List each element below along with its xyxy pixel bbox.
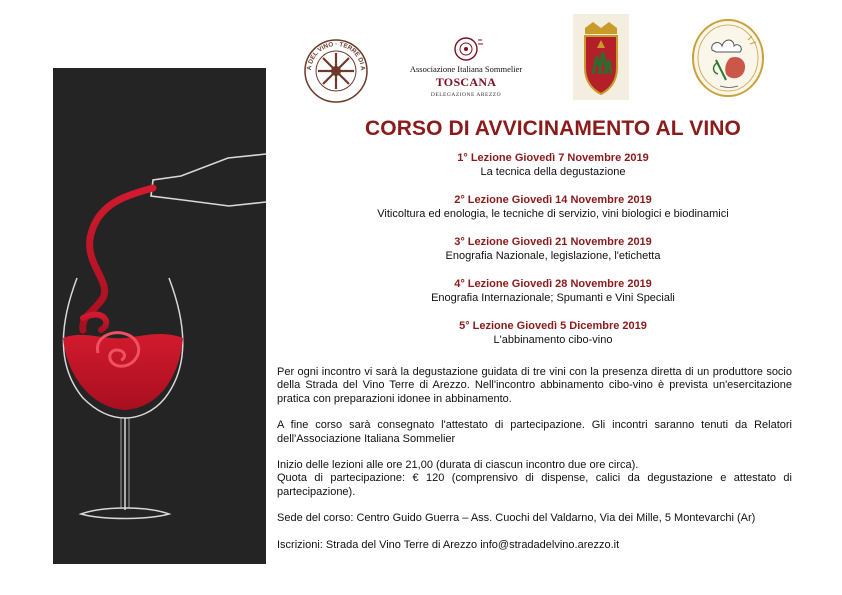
lesson-topic: La tecnica della degustazione <box>480 166 626 178</box>
list-item <box>270 151 836 179</box>
strada-del-vino-logo <box>303 38 369 104</box>
lesson-heading: 2° Lezione Giovedì 14 Novembre 2019 <box>454 194 652 206</box>
lesson-heading: 3° Lezione Giovedì 21 Novembre 2019 <box>454 236 652 248</box>
lesson-heading: 1° Lezione Giovedì 7 Novembre 2019 <box>457 152 649 164</box>
page-title: CORSO DI AVVICINAMENTO AL VINO <box>365 117 741 140</box>
cuochi-valdarno-logo <box>690 18 766 98</box>
list-item <box>270 193 836 221</box>
ais-name: Associazione Italiana Sommelier <box>409 64 523 74</box>
lesson-topic: Enografia Nazionale, legislazione, l'etichetta <box>445 250 661 262</box>
bottle-outline <box>151 154 266 206</box>
wine-stream <box>83 188 153 330</box>
lesson-heading: 5° Lezione Giovedì 5 Dicembre 2019 <box>459 320 647 332</box>
start-time: Inizio delle lezioni alle ore 21,00 (durata di ciascun incontro due ore circa). <box>277 459 639 472</box>
lesson-heading: 4° Lezione Giovedì 28 Novembre 2019 <box>454 278 652 290</box>
list-item <box>270 319 836 347</box>
lesson-topic: Viticoltura ed enologia, le tecniche di servizio, vini biologici e biodinamici <box>377 208 729 220</box>
list-item <box>270 277 836 305</box>
venue-info: Sede del corso: Centro Guido Guerra – Ass. Cuochi del Valdarno, Via dei Mille, 5 Montevarchi (Ar) <box>277 512 756 525</box>
lesson-topic: L'abbinamento cibo-vino <box>493 334 613 346</box>
ais-emblem-icon <box>448 36 484 62</box>
ais-delegation: DELEGAZIONE AREZZO <box>430 92 502 98</box>
certificate-note: A fine corso sarà consegnato l'attestato di partecipazione. Gli incontri saranno tenuti da Relatori dell'Associazione Italiana Sommelier <box>277 419 792 445</box>
wine-pour-image <box>53 68 266 564</box>
tasting-description: Per ogni incontro vi sarà la degustazione guidata di tre vini con la presenza diretta di un produttore socio della Strada del Vino Terre di Arezzo. Nell'incontro abbinamento cibo-vino è prevista un'esercitazione pratica con preparazioni idonee in abbinamento. <box>277 366 792 405</box>
course-info <box>277 366 792 565</box>
lesson-list <box>270 151 836 361</box>
lesson-topic: Enografia Internazionale; Spumanti e Vini Speciali <box>431 292 675 304</box>
strada-logo-text: A DEL VINO · TERRE DI A <box>305 40 367 71</box>
registration-info: Iscrizioni: Strada del Vino Terre di Arezzo info@stradadelvino.arezzo.it <box>277 538 620 551</box>
montevarchi-crest-icon <box>571 12 631 102</box>
list-item <box>270 235 836 263</box>
ais-toscana-logo <box>400 36 532 102</box>
fee-info: Quota di partecipazione: € 120 (comprensivo di dispense, calici da degustazione e attestato di partecipazione). <box>277 472 792 498</box>
ais-region: TOSCANA <box>435 75 497 89</box>
